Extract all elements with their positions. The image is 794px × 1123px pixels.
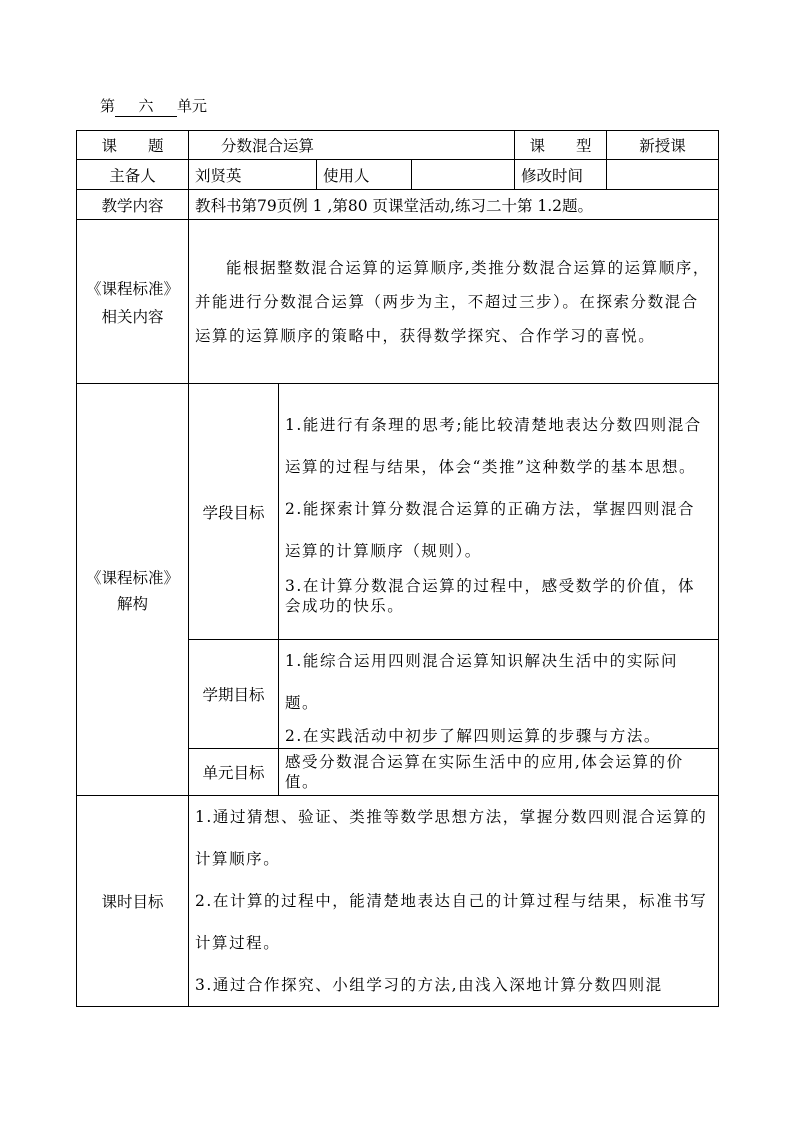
lesson-goal-item: 3.通过合作探究、小组学习的方法,由浅入深地计算分数四则混 <box>195 976 663 994</box>
topic-value: 分数混合运算 <box>189 131 515 160</box>
lesson-goals-label: 课时目标 <box>77 796 189 1007</box>
stage-goals-cell <box>279 384 719 640</box>
row-lesson-goals <box>77 796 719 1007</box>
standard-content-text: 能根据整数混合运算的运算顺序,类推分数混合运算的运算顺序，并能进行分数混合运算（两步为主，不超过三步）。在探索分数混合运算的运算顺序的策略中，获得数学探究、合作学习的喜悦。 <box>189 220 719 384</box>
lesson-goals-cell <box>189 796 719 1007</box>
revise-time-value <box>607 160 719 190</box>
unit-suffix: 单元 <box>177 97 208 115</box>
user-value <box>412 160 515 190</box>
teaching-content-label: 教学内容 <box>77 190 189 220</box>
lesson-plan-table <box>76 130 719 1007</box>
lesson-goal-item: 2.在计算的过程中，能清楚地表达自己的计算过程与结果，标准书写计算过程。 <box>195 892 708 952</box>
user-label: 使用人 <box>317 160 412 190</box>
stage-goal-item: 2.能探索计算分数混合运算的正确方法，掌握四则混合运算的计算顺序（规则）。 <box>285 499 696 560</box>
standard-analysis-label <box>77 384 189 796</box>
lesson-type-label: 课 型 <box>515 131 607 160</box>
standard-content-label-line2: 相关内容 <box>101 307 164 326</box>
teaching-content-value: 教科书第79页例 1 ,第80 页课堂活动,练习二十第 1.2题。 <box>189 190 719 220</box>
term-goal-item: 1.能综合运用四则混合运算知识解决生活中的实际问题。 <box>285 652 678 712</box>
term-goals-cell <box>279 640 719 749</box>
unit-goals-text: 感受分数混合运算在实际生活中的应用,体会运算的价值。 <box>279 749 719 796</box>
lesson-goal-item: 1.通过猜想、验证、类推等数学思想方法，掌握分数四则混合运算的计算顺序。 <box>195 808 708 868</box>
term-goal-item: 2.在实践活动中初步了解四则运算的步骤与方法。 <box>285 727 661 745</box>
unit-number: 六 <box>115 95 177 117</box>
row-topic <box>77 131 719 160</box>
row-stage-goals <box>77 384 719 640</box>
lead-preparer-value: 刘贤英 <box>189 160 317 190</box>
term-goals-label: 学期目标 <box>189 640 279 749</box>
lead-preparer-label: 主备人 <box>77 160 189 190</box>
stage-goals-label: 学段目标 <box>189 384 279 640</box>
standard-content-label <box>77 220 189 384</box>
row-content <box>77 190 719 220</box>
row-people <box>77 160 719 190</box>
stage-goal-item: 1.能进行有条理的思考;能比较清楚地表达分数四则混合运算的过程与结果，体会“类推”这种数学的基本思想。 <box>285 415 702 476</box>
topic-label: 课 题 <box>77 131 189 160</box>
unit-goals-label: 单元目标 <box>189 749 279 796</box>
revise-time-label: 修改时间 <box>515 160 607 190</box>
stage-goal-item: 3.在计算分数混合运算的过程中，感受数学的价值，体会成功的快乐。 <box>285 576 696 615</box>
standard-analysis-label-line2: 解构 <box>116 594 148 613</box>
standard-analysis-label-line1: 《课程标准》 <box>85 568 179 587</box>
row-standard-content <box>77 220 719 384</box>
unit-prefix: 第 <box>100 97 116 115</box>
standard-content-label-line1: 《课程标准》 <box>85 279 179 298</box>
lesson-type-value: 新授课 <box>607 131 719 160</box>
unit-heading <box>100 95 207 117</box>
